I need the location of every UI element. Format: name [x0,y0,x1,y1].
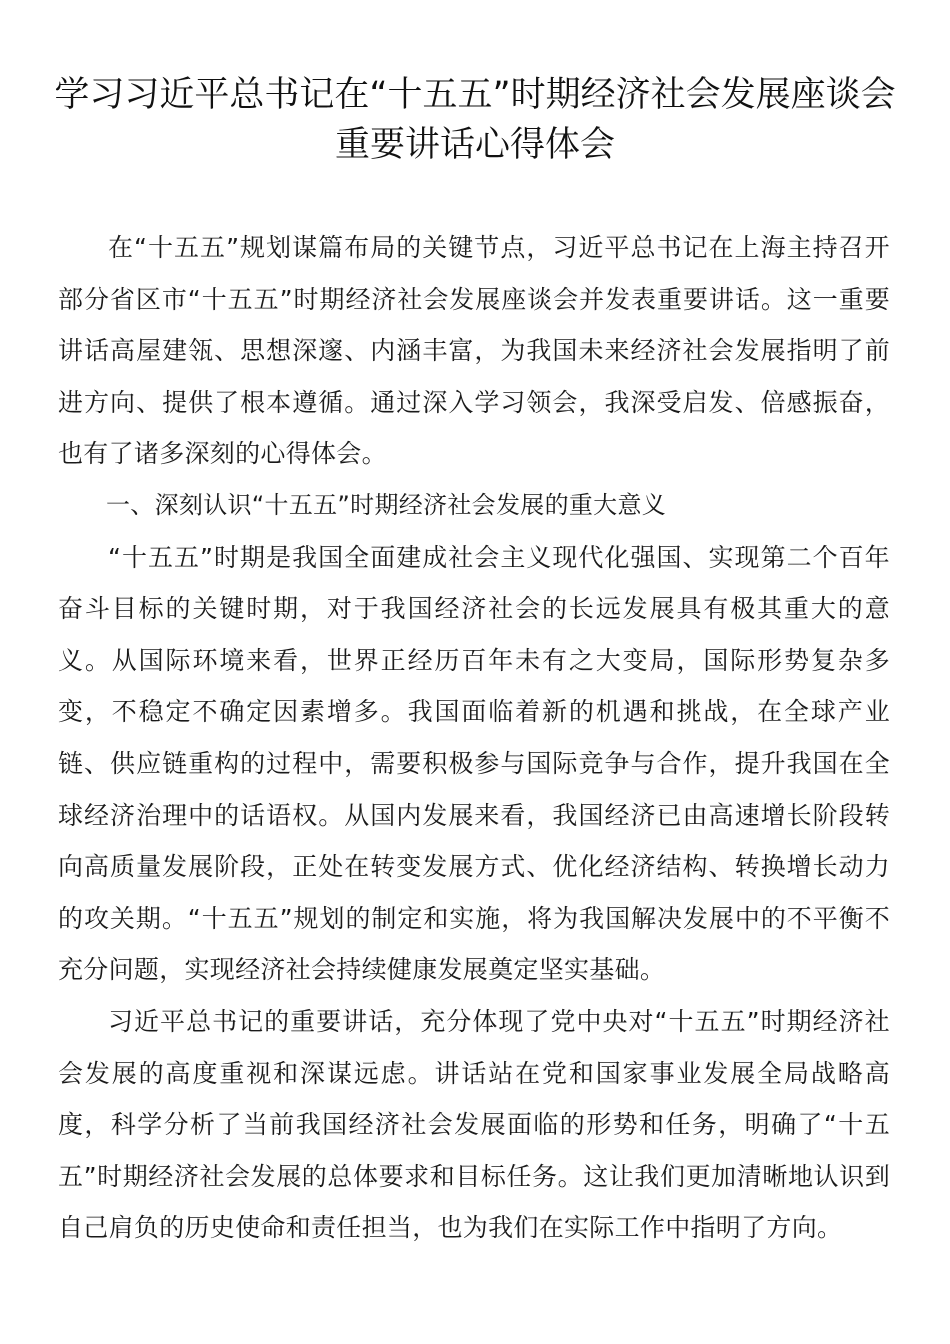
intro-paragraph: 在“十五五”规划谋篇布局的关键节点，习近平总书记在上海主持召开部分省区市“十五五”时期经济社会发展座谈会并发表重要讲话。这一重要讲话高屋建瓴、思想深邃、内涵丰富，为我国未来经济社会发展指明了前进方向、提供了根本遵循。通过深入学习领会，我深受启发、倍感振奋，也有了诸多深刻的心得体会。 [58,233,890,469]
document-body [58,222,890,1254]
section-heading-1: 一、深刻认识“十五五”时期经济社会发展的重大意义 [106,490,667,519]
body-paragraph-speech: 习近平总书记的重要讲话，充分体现了党中央对“十五五”时期经济社会发展的高度重视和深谋远虑。讲话站在党和国家事业发展全局战略高度，科学分析了当前我国经济社会发展面临的形势和任务，明确了“十五五”时期经济社会发展的总体要求和目标任务。这让我们更加清晰地认识到自己肩负的历史使命和责任担当，也为我们在实际工作中指明了方向。 [58,1006,890,1243]
document-title: 学习习近平总书记在“十五五”时期经济社会发展座谈会重要讲话心得体会 [54,75,896,165]
body-paragraph-significance: “十五五”时期是我国全面建成社会主义现代化强国、实现第二个百年奋斗目标的关键时期，对于我国经济社会的长远发展具有极其重大的意义。从国际环境来看，世界正经历百年未有之大变局，国际形势复杂多变，不稳定不确定因素增多。我国面临着新的机遇和挑战，在全球产业链、供应链重构的过程中，需要积极参与国际竞争与合作，提升我国在全球经济治理中的话语权。从国内发展来看，我国经济已由高速增长阶段转向高质量发展阶段，正处在转变发展方式、优化经济结构、转换增长动力的攻关期。“十五五”规划的制定和实施，将为我国解决发展中的不平衡不充分问题，实现经济社会持续健康发展奠定坚实基础。 [58,542,890,985]
